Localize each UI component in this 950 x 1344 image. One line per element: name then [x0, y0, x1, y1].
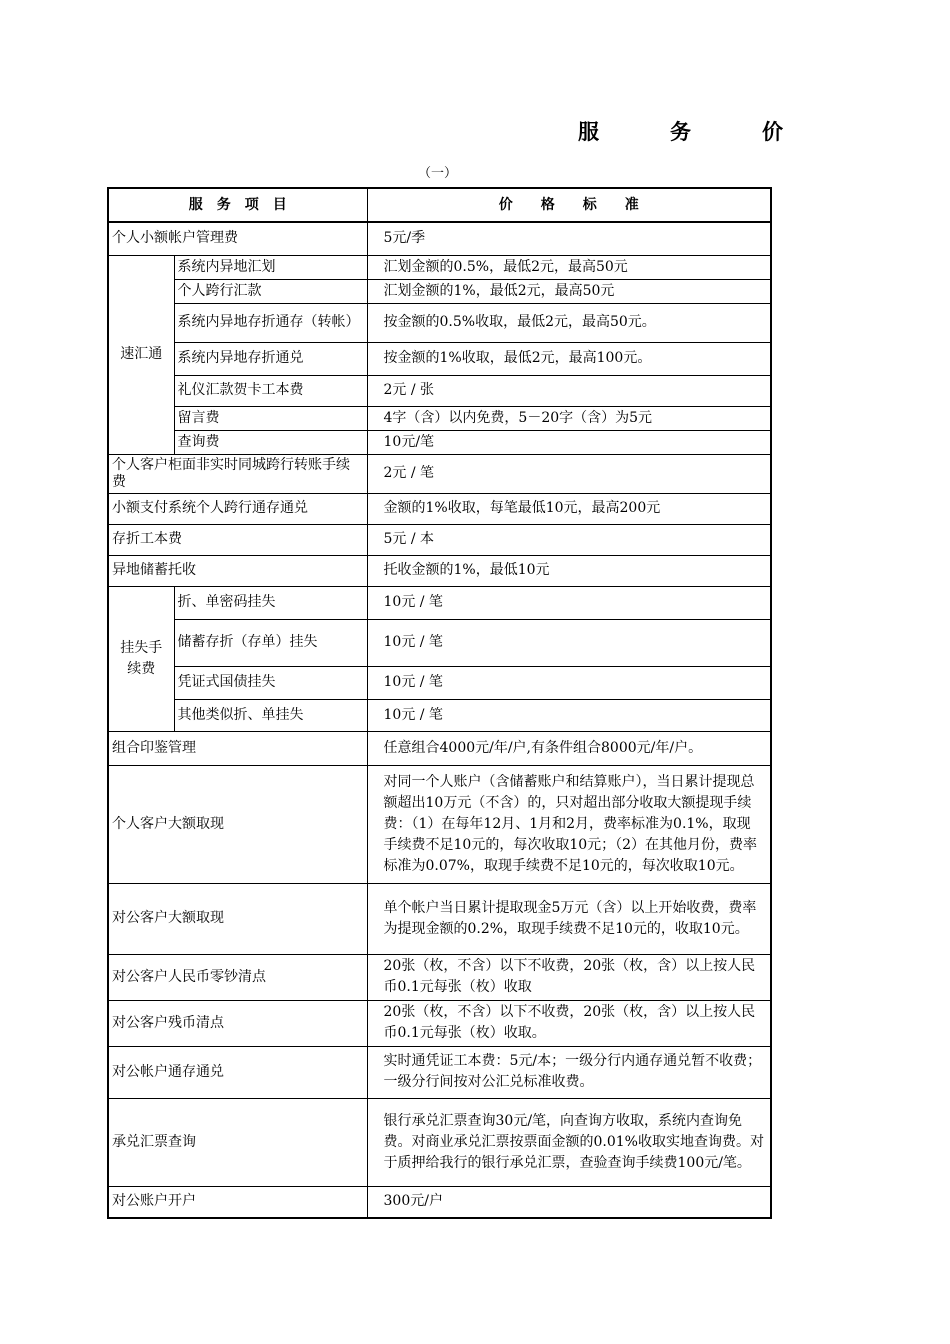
table-row: [108, 731, 771, 765]
price-cell: 汇划金额的1%，最低2元，最高50元: [367, 279, 771, 303]
table-row: [108, 375, 771, 406]
item-cell: 礼仪汇款贺卡工本费: [174, 375, 367, 406]
price-cell: 10元 / 笔: [367, 666, 771, 699]
price-cell: 10元 / 笔: [367, 586, 771, 619]
item-cell: 小额支付系统个人跨行通存通兑: [108, 493, 367, 524]
price-cell: 2元 / 张: [367, 375, 771, 406]
item-cell: 个人客户柜面非实时同城跨行转账手续费: [108, 454, 367, 493]
table-row: [108, 954, 771, 1000]
page-title: [0, 116, 950, 150]
table-header-row: [108, 188, 771, 222]
table-row: [108, 619, 771, 666]
title-char-3: 价: [762, 120, 783, 144]
item-cell: 承兑汇票查询: [108, 1098, 367, 1186]
item-cell: 凭证式国债挂失: [174, 666, 367, 699]
title-char-1: 服: [578, 120, 599, 144]
price-cell: 10元 / 笔: [367, 619, 771, 666]
table-row: [108, 524, 771, 555]
section-number: （一）: [418, 166, 458, 181]
group-label: 挂失手续费: [120, 639, 163, 677]
table-row: [108, 342, 771, 375]
price-cell: 按金额的1%收取，最低2元，最高100元。: [367, 342, 771, 375]
table-row: [108, 555, 771, 586]
table-row: [108, 493, 771, 524]
item-cell: 留言费: [174, 406, 367, 430]
item-cell: 异地储蓄托收: [108, 555, 367, 586]
title-char-2: 务: [670, 120, 691, 144]
price-cell: 实时通凭证工本费：5元/本；一级分行内通存通兑暂不收费；一级分行间按对公汇兑标准收费。: [367, 1046, 771, 1098]
header-item: 服 务 项 目: [108, 188, 367, 222]
table-row: [108, 1186, 771, 1218]
item-cell: 折、单密码挂失: [174, 586, 367, 619]
price-cell: 单个帐户当日累计提取现金5万元（含）以上开始收费，费率为提现金额的0.2%，取现手续费不足10元的，收取10元。: [367, 883, 771, 954]
price-cell: 300元/户: [367, 1186, 771, 1218]
table-row: [108, 454, 771, 493]
price-cell: 银行承兑汇票查询30元/笔，向查询方收取，系统内查询免费。对商业承兑汇票按票面金额的0.01%收取实地查询费。对于质押给我行的银行承兑汇票，查验查询手续费100元/笔。: [367, 1098, 771, 1186]
item-cell: 对公客户人民币零钞清点: [108, 954, 367, 1000]
item-cell: 系统内异地存折通兑: [174, 342, 367, 375]
group-cell-suhuitong: 速汇通: [108, 255, 174, 454]
price-cell: 按金额的0.5%收取，最低2元，最高50元。: [367, 303, 771, 342]
item-cell: 对公账户开户: [108, 1186, 367, 1218]
table-row: [108, 883, 771, 954]
table-row: [108, 406, 771, 430]
price-cell: 汇划金额的0.5%，最低2元，最高50元: [367, 255, 771, 279]
table-row: [108, 699, 771, 731]
table-row: [108, 1046, 771, 1098]
price-cell: 5元 / 本: [367, 524, 771, 555]
item-cell: 查询费: [174, 430, 367, 454]
item-cell: 存折工本费: [108, 524, 367, 555]
price-cell: 4字（含）以内免费，5－20字（含）为5元: [367, 406, 771, 430]
item-cell: 系统内异地存折通存（转帐）: [174, 303, 367, 342]
item-cell: 个人客户大额取现: [108, 765, 367, 883]
header-price: 价 格 标 准: [367, 188, 771, 222]
item-cell: 对公客户大额取现: [108, 883, 367, 954]
item-cell: 对公客户残币清点: [108, 1000, 367, 1046]
item-cell: 储蓄存折（存单）挂失: [174, 619, 367, 666]
price-cell: 金额的1%收取，每笔最低10元，最高200元: [367, 493, 771, 524]
price-cell: 10元/笔: [367, 430, 771, 454]
table-row: [108, 303, 771, 342]
table-row: [108, 586, 771, 619]
price-cell: 5元/季: [367, 222, 771, 255]
table-row: [108, 765, 771, 883]
item-cell: 系统内异地汇划: [174, 255, 367, 279]
table-row: [108, 255, 771, 279]
item-cell: 其他类似折、单挂失: [174, 699, 367, 731]
table-row: [108, 279, 771, 303]
table-row: [108, 222, 771, 255]
item-cell: 个人跨行汇款: [174, 279, 367, 303]
item-cell: 个人小额帐户管理费: [108, 222, 367, 255]
price-cell: 20张（枚，不含）以下不收费，20张（枚，含）以上按人民币0.1元每张（枚）收取。: [367, 1000, 771, 1046]
price-cell: 对同一个人账户（含储蓄账户和结算账户），当日累计提现总额超出10万元（不含）的，只对超出部分收取大额提现手续费：（1）在每年12月、1月和2月，费率标准为0.1%，取现手续费不足10元的，每次收取10元；（2）在其他月份，费率标准为0.07%，取现手续费不足10元的，每次收取10元。: [367, 765, 771, 883]
table-row: [108, 430, 771, 454]
group-cell-guashi: [108, 586, 174, 731]
item-cell: 对公帐户通存通兑: [108, 1046, 367, 1098]
price-cell: 托收金额的1%，最低10元: [367, 555, 771, 586]
price-cell: 2元 / 笔: [367, 454, 771, 493]
fee-table: [107, 187, 772, 1219]
price-cell: 20张（枚，不含）以下不收费，20张（枚，含）以上按人民币0.1元每张（枚）收取: [367, 954, 771, 1000]
table-row: [108, 1000, 771, 1046]
table-row: [108, 1098, 771, 1186]
price-cell: 任意组合4000元/年/户,有条件组合8000元/年/户。: [367, 731, 771, 765]
table-row: [108, 666, 771, 699]
price-cell: 10元 / 笔: [367, 699, 771, 731]
item-cell: 组合印鉴管理: [108, 731, 367, 765]
